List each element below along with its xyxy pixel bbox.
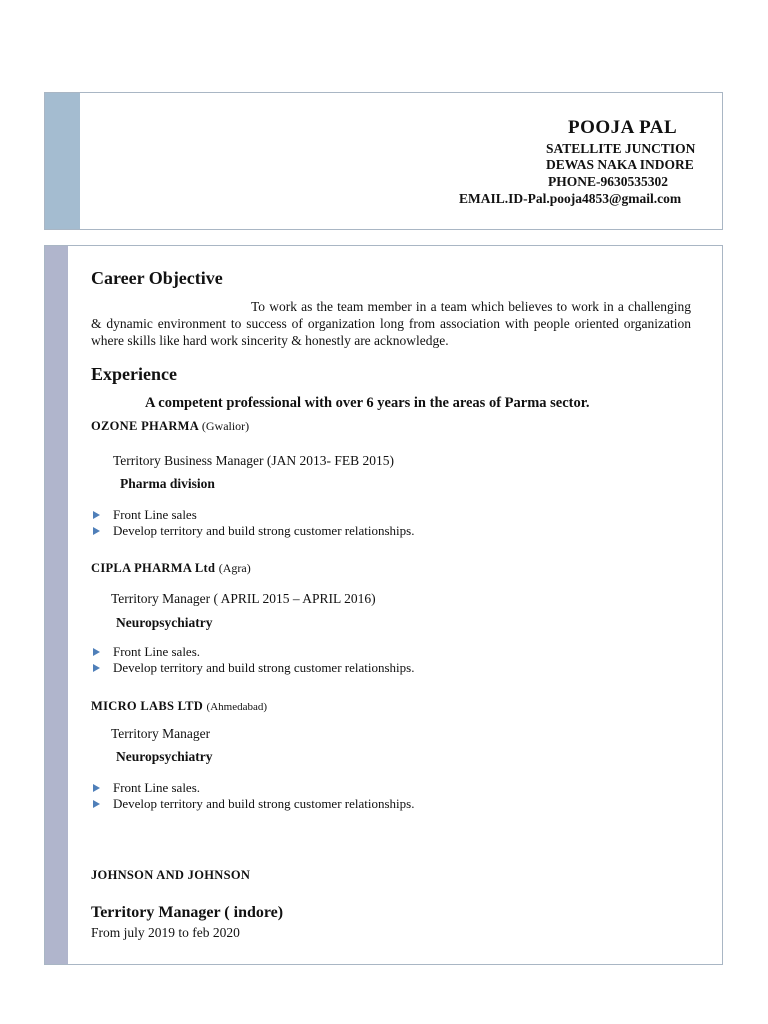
company-title: MICRO LABS LTD [91,699,204,713]
company-name [91,419,249,434]
job-bullets [91,780,414,812]
company-name [91,561,251,576]
triangle-bullet-icon [93,800,100,808]
header-accent-bar [45,93,80,229]
job-bullets [91,644,414,676]
company-name [91,699,267,714]
list-item: Front Line sales. [91,644,414,660]
career-objective-title: Career Objective [91,268,223,288]
header-section [44,92,723,230]
triangle-bullet-icon [93,527,100,535]
career-objective-text [91,298,691,349]
company-location: (Ahmedabad) [206,701,268,713]
company-location: (Gwalior) [201,419,250,433]
candidate-name: POOJA PAL [568,117,678,138]
address-line-2: DEWAS NAKA INDORE [546,157,694,172]
job-division: Pharma division [120,476,215,491]
triangle-bullet-icon [93,784,100,792]
job-role: Territory Manager ( indore) [91,904,284,921]
triangle-bullet-icon [93,664,100,672]
triangle-bullet-icon [93,511,100,519]
career-objective-body: To work as the team member in a team which believes to work in a challenging & dynamic environment to success of organization long from association with people oriented organization where skills like hard work sincerity & honestly are acknowledge. [91,299,691,348]
list-item: Develop territory and build strong customer relationships. [91,796,414,812]
job-division: Neuropsychiatry [116,615,213,630]
triangle-bullet-icon [93,648,100,656]
experience-title: Experience [91,364,177,384]
list-item: Develop territory and build strong customer relationships. [91,660,414,676]
list-item: Develop territory and build strong customer relationships. [91,523,414,539]
list-item: Front Line sales. [91,780,414,796]
job-period: From july 2019 to feb 2020 [91,925,240,940]
email-address: EMAIL.ID-Pal.pooja4853@gmail.com [459,191,682,206]
job-bullets [91,507,414,539]
experience-summary: A competent professional with over 6 years in the areas of Parma sector. [145,395,590,411]
company-title: CIPLA PHARMA Ltd [91,561,216,575]
job-role: Territory Manager ( APRIL 2015 – APRIL 2016) [111,591,376,606]
job-role: Territory Business Manager (JAN 2013- FEB 2015) [113,453,395,468]
job-division: Neuropsychiatry [116,749,213,764]
body-accent-bar [45,246,68,964]
company-title: OZONE PHARMA [91,419,199,433]
company-location: (Agra) [218,561,251,575]
company-name: JOHNSON AND JOHNSON [91,868,251,882]
resume-body [44,245,723,965]
address-line-1: SATELLITE JUNCTION [546,141,696,156]
job-role: Territory Manager [111,726,211,741]
list-item: Front Line sales [91,507,414,523]
phone-number: PHONE-9630535302 [548,174,668,189]
